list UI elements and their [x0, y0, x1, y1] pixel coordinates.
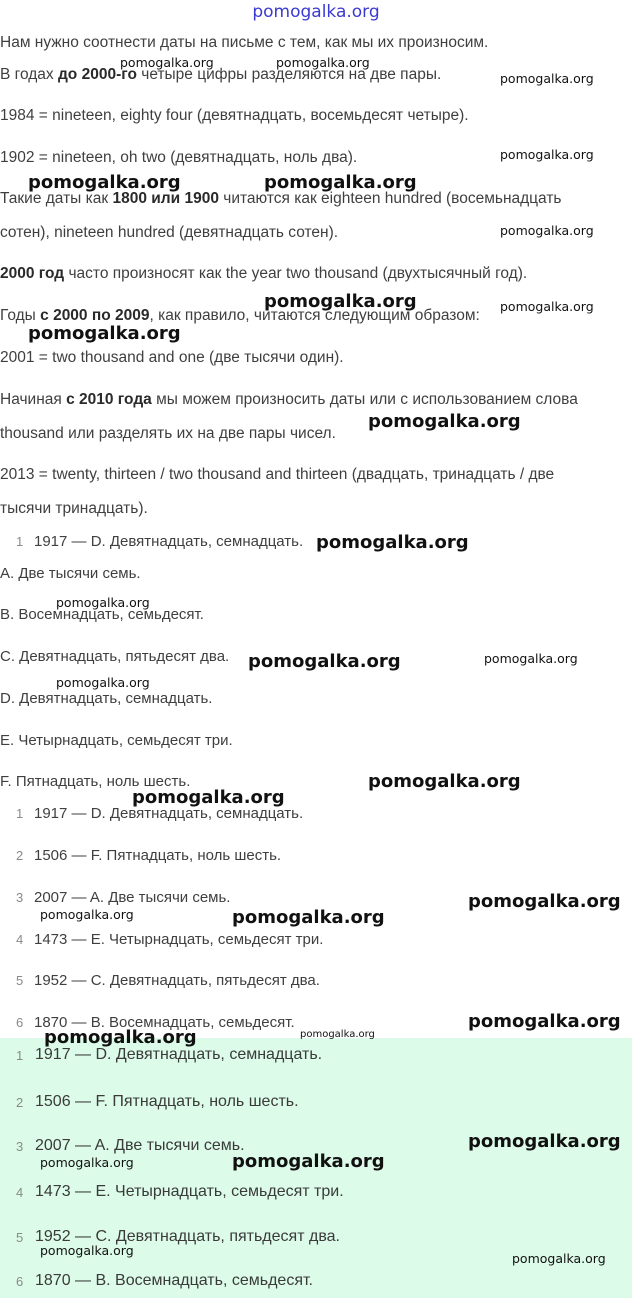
answer-item: 1473 — E. Четырнадцать, семьдесят три.: [34, 931, 324, 948]
watermark: pomogalka.org: [500, 223, 594, 238]
watermark: pomogalka.org: [500, 299, 594, 314]
intro-paragraph-2: В годах до 2000-го четыре цифры разделяются на две пары.: [0, 66, 442, 83]
watermark: pomogalka.org: [276, 55, 370, 70]
answer-box-item: 1952 — C. Девятнадцать, пятьдесят два.: [35, 1228, 340, 1245]
watermark: pomogalka.org: [40, 1243, 134, 1258]
watermark: pomogalka.org: [40, 1155, 134, 1170]
answer-item: 1870 — B. Восемнадцать, семьдесят.: [34, 1014, 295, 1031]
answer-number: 5: [16, 973, 24, 988]
watermark: pomogalka.org: [264, 291, 417, 312]
watermark: pomogalka.org: [468, 1131, 621, 1152]
intro-paragraph-5: Такие даты как 1800 или 1900 читаются как eighteen hundred (восемьнадцать: [0, 190, 562, 207]
answer-number: 3: [16, 890, 24, 905]
option-c: C. Девятнадцать, пятьдесят два.: [0, 648, 230, 665]
intro-paragraph-5b: сотен), nineteen hundred (девятнадцать сотен).: [0, 224, 339, 241]
answer-box-item: 2007 — A. Две тысячи семь.: [35, 1137, 245, 1154]
answer-box-item: 1473 — E. Четырнадцать, семьдесят три.: [35, 1183, 344, 1200]
option-e: E. Четырнадцать, семьдесят три.: [0, 732, 233, 749]
example-number: 1: [16, 534, 24, 549]
answer-box-number: 5: [16, 1230, 24, 1245]
answer-number: 1: [16, 806, 24, 821]
intro-paragraph-1: Нам нужно соотнести даты на письме с тем, как мы их произносим.: [0, 34, 489, 51]
watermark: pomogalka.org: [500, 71, 594, 86]
watermark: pomogalka.org: [248, 651, 401, 672]
watermark: pomogalka.org: [40, 907, 134, 922]
watermark: pomogalka.org: [44, 1027, 197, 1048]
watermark: pomogalka.org: [512, 1251, 606, 1266]
option-f: F. Пятнадцать, ноль шесть.: [0, 773, 191, 790]
intro-paragraph-3: 1984 = nineteen, eighty four (девятнадцать, восемьдесят четыре).: [0, 107, 469, 124]
answer-box-item: 1917 — D. Девятнадцать, семнадцать.: [35, 1046, 323, 1063]
watermark: pomogalka.org: [468, 891, 621, 912]
answer-box-number: 1: [16, 1048, 24, 1063]
watermark: pomogalka.org: [28, 172, 181, 193]
watermark: pomogalka.org: [56, 595, 150, 610]
answer-box-number: 2: [16, 1095, 24, 1110]
watermark: pomogalka.org: [300, 1029, 375, 1040]
intro-paragraph-9: Начиная с 2010 года мы можем произносить даты или с использованием слова: [0, 391, 578, 408]
answer-number: 4: [16, 932, 24, 947]
watermark: pomogalka.org: [264, 172, 417, 193]
watermark: pomogalka.org: [368, 411, 521, 432]
watermark: pomogalka.org: [368, 771, 521, 792]
option-b: B. Восемнадцать, семьдесят.: [0, 606, 204, 623]
watermark: pomogalka.org: [132, 787, 285, 808]
intro-paragraph-9b: thousand или разделять их на две пары чисел.: [0, 425, 336, 442]
answer-number: 2: [16, 848, 24, 863]
watermark: pomogalka.org: [56, 675, 150, 690]
watermark: pomogalka.org: [468, 1011, 621, 1032]
option-a: A. Две тысячи семь.: [0, 565, 141, 582]
intro-paragraph-6: 2000 год часто произносят как the year two thousand (двухтысячный год).: [0, 265, 528, 282]
example-item: 1917 — D. Девятнадцать, семнадцать.: [34, 533, 304, 550]
answer-number: 6: [16, 1015, 24, 1030]
answer-item: 2007 — A. Две тысячи семь.: [34, 889, 231, 906]
watermark: pomogalka.org: [484, 651, 578, 666]
answer-item: 1952 — C. Девятнадцать, пятьдесят два.: [34, 972, 320, 989]
answer-item: 1917 — D. Девятнадцать, семнадцать.: [34, 805, 304, 822]
answer-box-item: 1870 — B. Восемнадцать, семьдесят.: [35, 1272, 313, 1289]
answer-box-number: 4: [16, 1185, 24, 1200]
answer-box-item: 1506 — F. Пятнадцать, ноль шесть.: [35, 1093, 299, 1110]
answer-box-number: 6: [16, 1274, 24, 1289]
watermark: pomogalka.org: [232, 907, 385, 928]
intro-paragraph-7: Годы с 2000 по 2009, как правило, читаются следующим образом:: [0, 307, 480, 324]
intro-paragraph-10: 2013 = twenty, thirteen / two thousand and thirteen (двадцать, тринадцать / две: [0, 466, 555, 483]
watermark: pomogalka.org: [316, 532, 469, 553]
intro-paragraph-8: 2001 = two thousand and one (две тысячи один).: [0, 349, 344, 366]
intro-paragraph-4: 1902 = nineteen, oh two (девятнадцать, ноль два).: [0, 149, 358, 166]
watermark: pomogalka.org: [28, 323, 181, 344]
option-d: D. Девятнадцать, семнадцать.: [0, 690, 213, 707]
watermark: pomogalka.org: [120, 55, 214, 70]
intro-paragraph-10b: тысячи тринадцать).: [0, 500, 148, 517]
site-header-link[interactable]: pomogalka.org: [252, 2, 380, 22]
answer-box-number: 3: [16, 1139, 24, 1154]
answer-item: 1506 — F. Пятнадцать, ноль шесть.: [34, 847, 282, 864]
watermark: pomogalka.org: [232, 1151, 385, 1172]
watermark: pomogalka.org: [500, 147, 594, 162]
